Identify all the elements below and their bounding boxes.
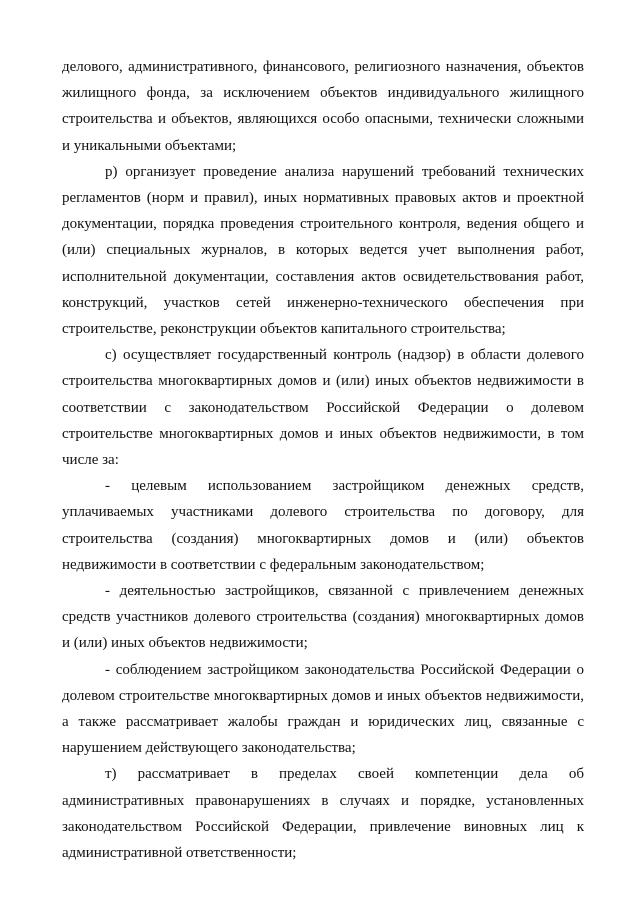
- paragraph-subitem-target-use: - целевым использованием застройщиком денежных средств, уплачиваемых участниками долевого строительства по договору, для строительства (создания) многоквартирных домов и (или) объектов недвижимости в соответствии с федеральным законодательством;: [62, 478, 584, 573]
- paragraph-item-r: р) организует проведение анализа нарушений требований технических регламентов (норм и правил), иных нормативных правовых актов и проектной документации, порядка проведения строительного контроля, ведения общего и (или) специальных журналов, в которых ведется учет выполнения работ, исполнительной документации, составления актов освидетельствования работ, конструкций, участков сетей инженерно-технического обеспечения при строительстве, реконструкции объектов капитального строительства;: [62, 163, 584, 338]
- document-page: [62, 54, 584, 866]
- paragraph-item-s: с) осуществляет государственный контроль (надзор) в области долевого строительства многоквартирных домов и (или) иных объектов недвижимости в соответствии с законодательством Российской Федерации о долевом строительстве многоквартирных домов и иных объектов недвижимости, в том числе за:: [62, 347, 584, 469]
- paragraph-subitem-compliance: - соблюдением застройщиком законодательства Российской Федерации о долевом строительстве многоквартирных домов и иных объектов недвижимости, а также рассматривает жалобы граждан и юридических лиц, связанные с нарушением действующего законодательства;: [62, 661, 584, 757]
- paragraph-item-t: т) рассматривает в пределах своей компетенции дела об административных правонарушениях в случаях и порядке, установленных законодательством Российской Федерации, привлечение виновных лиц к административной ответственности;: [62, 766, 584, 862]
- paragraph-subitem-developers: - деятельностью застройщиков, связанной с привлечением денежных средств участников долевого строительства (создания) многоквартирных домов и (или) иных объектов недвижимости;: [62, 583, 584, 652]
- paragraph-continuation: делового, административного, финансового, религиозного назначения, объектов жилищного фонда, за исключением объектов индивидуального жилищного строительства и объектов, являющихся особо опасными, технически сложными и уникальными объектами;: [62, 59, 584, 154]
